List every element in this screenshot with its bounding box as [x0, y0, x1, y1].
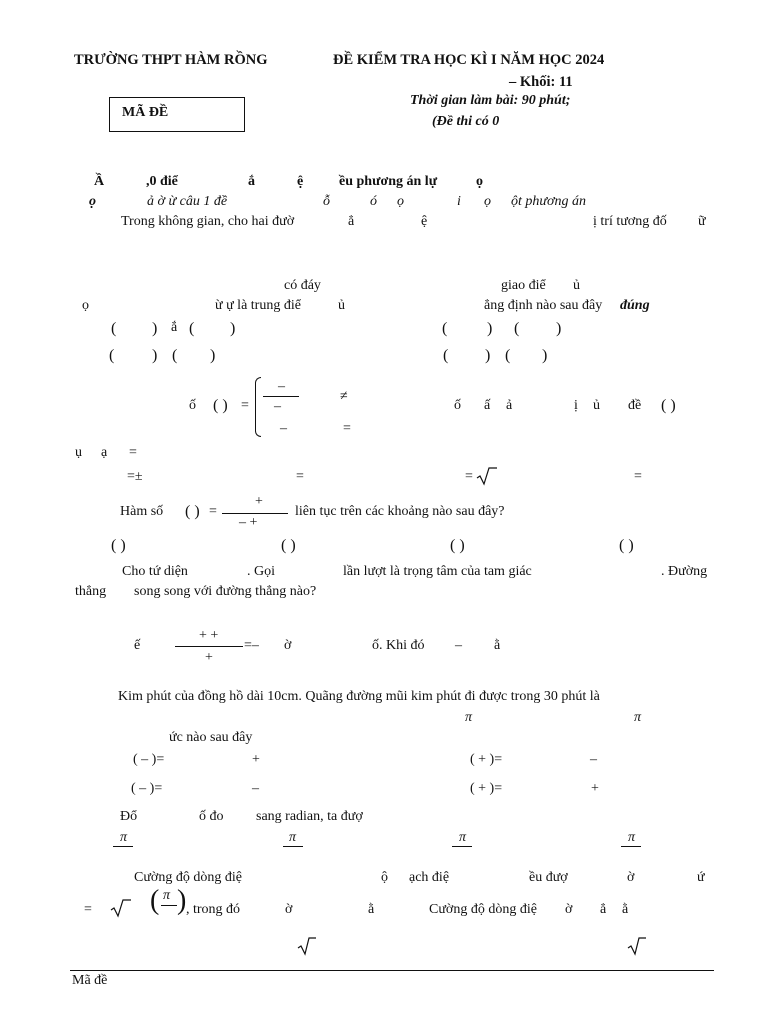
q10-open-paren: ( [150, 885, 160, 916]
q4-fraction-bar [222, 513, 288, 514]
q10-close-paren: ) [177, 885, 187, 916]
q7-option-pi-1[interactable]: π [465, 710, 473, 725]
q7-option-pi-2[interactable]: π [634, 710, 642, 725]
case-1-fraction-bar [263, 396, 299, 397]
q3-option-d[interactable]: = [634, 469, 642, 484]
piecewise-brace [255, 377, 261, 437]
q10-option-sqrt-2[interactable] [627, 936, 647, 956]
q10-sqrt-symbol [110, 898, 132, 918]
q6-fraction-bar [175, 646, 243, 647]
q4-option-b[interactable]: ( ) [281, 537, 296, 554]
q3-option-b[interactable]: = [296, 469, 304, 484]
exam-time: Thời gian làm bài: 90 phút; [410, 93, 571, 108]
q3-option-a[interactable]: =± [127, 469, 143, 484]
q4-option-d[interactable]: ( ) [619, 537, 634, 554]
footer-divider [70, 970, 714, 971]
pages-note: (Đề thi có 0 [432, 114, 500, 129]
exam-title: ĐỀ KIỂM TRA HỌC KÌ I NĂM HỌC 2024 [333, 52, 605, 68]
q10-fraction-bar [161, 905, 177, 906]
footer-exam-code: Mã đề [72, 973, 108, 988]
exam-code-box [109, 97, 245, 132]
grade-label: – Khối: 11 [509, 74, 573, 90]
q10-option-sqrt-1[interactable] [297, 936, 317, 956]
q4-option-a[interactable]: ( ) [111, 537, 126, 554]
q3-sqrt-symbol [476, 466, 498, 486]
q4-option-c[interactable]: ( ) [450, 537, 465, 554]
school-name: TRƯỜNG THPT HÀM RỒNG [74, 52, 268, 68]
exam-code-label: MÃ ĐỀ [122, 105, 169, 120]
q3-option-c[interactable]: = [465, 469, 473, 484]
